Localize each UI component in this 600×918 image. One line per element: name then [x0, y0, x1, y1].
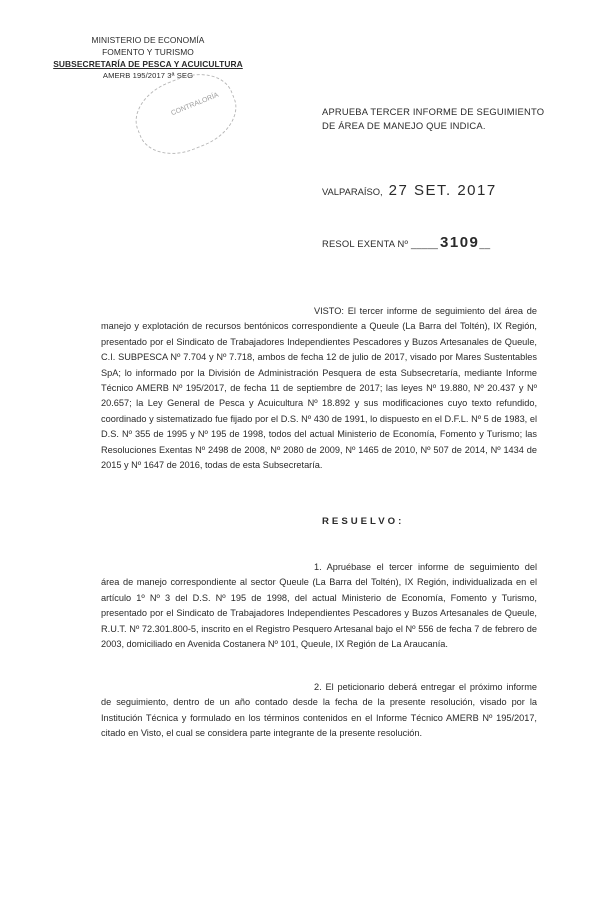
resolution-label: RESOL EXENTA Nº	[322, 238, 409, 249]
stamp-text: CONTRALORÍA	[170, 91, 220, 118]
visto-paragraph: VISTO: El tercer informe de seguimiento del área de manejo y explotación de recursos bentónicos correspondiente a Queule (La Barra del Toltén), IX Región, presentado por el Sindicato de Trabajadores Independientes Pescadores y Buzos Artesanales de Queule, C.I. SUBPESCA Nº 7.704 y Nº 7.718, ambos de fecha 12 de julio de 2017, visado por Mares Sustentables SpA; lo informado por la División de Administración Pesquera de esta Subsecretaría, mediante Informe Técnico AMERB Nº 195/2017, de fecha 11 de septiembre de 2017; las leyes Nº 19.880, Nº 20.437 y Nº 20.657; la Ley General de Pesca y Acuicultura Nº 18.892 y sus modificaciones cuyo texto refundido, coordinado y sistematizado fue fijado por el D.S. Nº 430 de 1991, lo dispuesto en el D.F.L. Nº 5 de 1983, el D.S. Nº 355 de 1995 y Nº 195 de 1998, todos del actual Ministerio de Economía, Fomento y Turismo; las Resoluciones Exentas Nº 2498 de 2008, Nº 2080 de 2009, Nº 1465 de 2010, Nº 507 de 2014, Nº 1434 de 2015 y Nº 1647 de 2016, todas de esta Subsecretaría.	[101, 306, 537, 471]
resolution-number: 3109	[440, 234, 480, 251]
resolution-item-2: 2. El peticionario deberá entregar el próximo informe de seguimiento, dentro de un año contado desde la fecha de la presente resolución, visado por la Institución Técnica y formulado en los términos contenidos en el Informe Técnico AMERB Nº 195/2017, citado en Visto, el cual se considera parte integrante de la presente resolución.	[101, 682, 537, 739]
date-stamp: 27 SET. 2017	[388, 182, 497, 199]
letterhead	[48, 34, 248, 82]
file-reference: AMERB 195/2017 3ª SEG	[102, 71, 194, 80]
place: VALPARAÍSO,	[322, 186, 383, 197]
blank-line-left: _____	[410, 238, 439, 249]
ministry-subtitle: FOMENTO Y TURISMO	[102, 47, 194, 57]
resolution-item-1: 1. Apruébase el tercer informe de seguimiento del área de manejo correspondiente al sector Queule (La Barra del Toltén), IX Región, individualizada en el artículo 1º Nº 3 del D.S. Nº 195 de 1998, del actual Ministerio de Economía, Fomento y Turismo, presentado por el Sindicato de Trabajadores Independientes Pescadores y Buzos Artesanales de Queule, R.U.T. Nº 72.301.800-5, inscrito en el Registro Pesquero Artesanal bajo el Nº 556 de fecha 7 de febrero de 2003, domiciliado en Avenida Costanera Nº 101, Queule, IX Región de La Araucanía.	[101, 562, 537, 650]
blank-line-right: __	[479, 238, 491, 249]
place-date-line	[322, 182, 497, 199]
resolution-subject: APRUEBA TERCER INFORME DE SEGUIMIENTO DE ÁREA DE MANEJO QUE INDICA.	[322, 106, 545, 131]
resuelvo-heading: RESUELVO:	[322, 516, 405, 527]
undersecretariat-name: SUBSECRETARÍA DE PESCA Y ACUICULTURA	[53, 59, 243, 69]
ministry-name: MINISTERIO DE ECONOMÍA	[91, 35, 205, 45]
resolution-number-line	[322, 234, 490, 251]
